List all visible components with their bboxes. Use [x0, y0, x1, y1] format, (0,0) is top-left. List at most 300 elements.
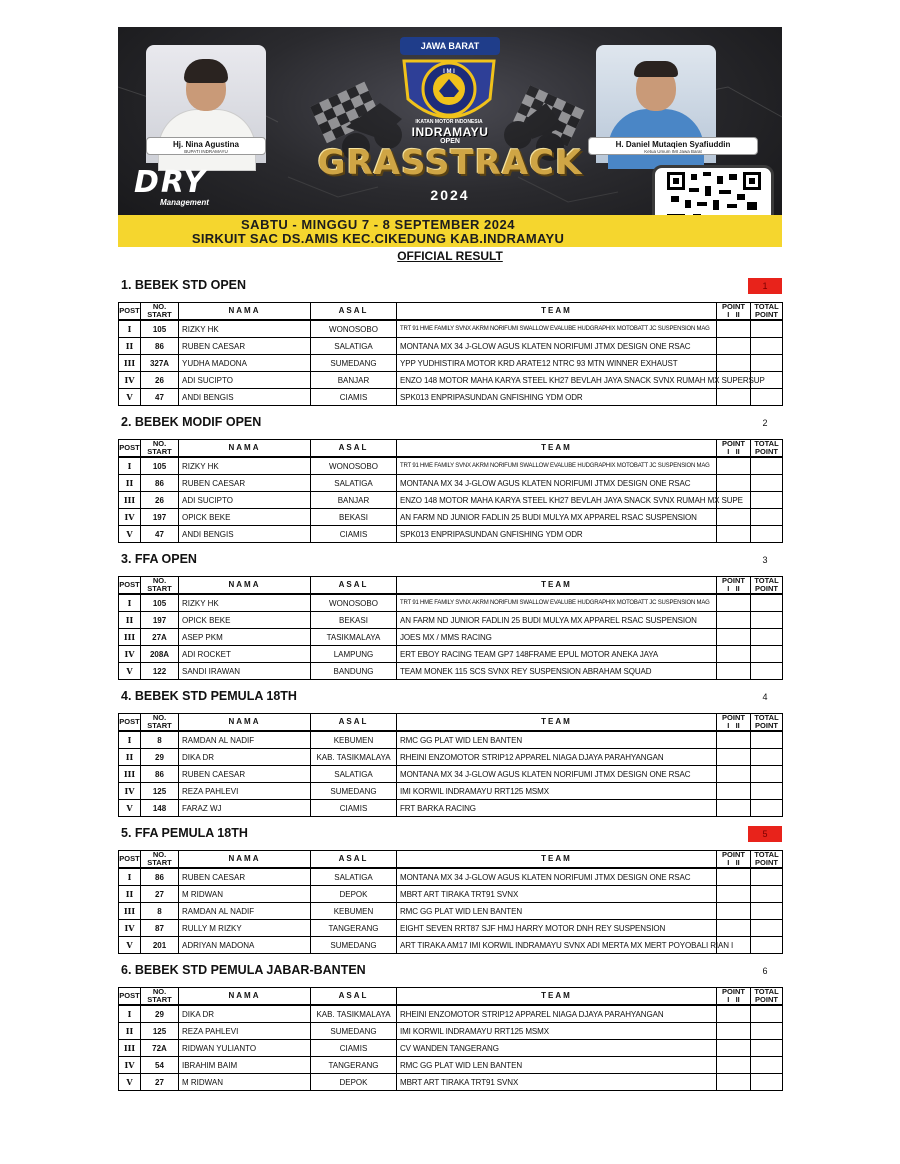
header-no-start: NO. START: [141, 714, 179, 732]
start-number-cell: 29: [141, 1005, 179, 1023]
event-main-title: GRASSTRACK: [317, 143, 583, 183]
team-cell: RMC GG PLAT WID LEN BANTEN: [397, 1057, 717, 1074]
table-row: [119, 800, 783, 817]
start-number-cell: 197: [141, 509, 179, 526]
point-cell: [717, 1005, 751, 1023]
dry-management-label: Management: [160, 198, 209, 207]
point-cell: [717, 663, 751, 680]
start-number-cell: 327A: [141, 355, 179, 372]
header-post: POST: [119, 988, 141, 1006]
team-cell: SPK013 ENPRIPASUNDAN GNFISHING YDM ODR: [397, 526, 717, 543]
origin-cell: KAB. TASIKMALAYA: [311, 749, 397, 766]
point-cell: [717, 320, 751, 338]
rider-name-cell: ASEP PKM: [179, 629, 311, 646]
section-title: 5. FFA PEMULA 18TH: [121, 826, 248, 840]
section-number: 3: [762, 555, 768, 565]
emblem-letters: I M I: [443, 69, 455, 75]
origin-cell: SUMEDANG: [311, 1023, 397, 1040]
position-cell: V: [119, 526, 141, 543]
table-row: [119, 1074, 783, 1091]
origin-cell: DEPOK: [311, 1074, 397, 1091]
point-cell: [717, 475, 751, 492]
regent-title: BUPATI INDRAMAYU: [184, 149, 228, 154]
total-point-cell: [751, 1005, 783, 1023]
table-row: [119, 749, 783, 766]
rider-name-cell: RIZKY HK: [179, 594, 311, 612]
header-post: POST: [119, 303, 141, 321]
origin-cell: CIAMIS: [311, 1040, 397, 1057]
team-cell: MONTANA MX 34 J-GLOW AGUS KLATEN NORIFUMI JTMX DESIGN ONE RSAC: [397, 475, 717, 492]
event-venue: SIRKUIT SAC DS.AMIS KEC.CIKEDUNG KAB.INDRAMAYU: [191, 231, 565, 246]
header-nama: NAMA: [179, 851, 311, 869]
origin-cell: KEBUMEN: [311, 731, 397, 749]
table-row: [119, 594, 783, 612]
rider-name-cell: M RIDWAN: [179, 886, 311, 903]
rider-name-cell: YUDHA MADONA: [179, 355, 311, 372]
team-cell: RHEINI ENZOMOTOR STRIP12 APPAREL NIAGA DJAYA PARAHYANGAN: [397, 1005, 717, 1023]
total-point-cell: [751, 903, 783, 920]
section-number: 2: [762, 418, 768, 428]
table-row: [119, 389, 783, 406]
point-cell: [717, 868, 751, 886]
header-nama: NAMA: [179, 440, 311, 458]
rider-name-cell: RIZKY HK: [179, 320, 311, 338]
header-team: TEAM: [397, 440, 717, 458]
table-header-row: [119, 440, 783, 458]
table-row: [119, 766, 783, 783]
emblem-region-label: JAWA BARAT: [400, 37, 500, 55]
origin-cell: SUMEDANG: [311, 937, 397, 954]
results-table: [118, 302, 783, 406]
position-cell: II: [119, 886, 141, 903]
header-post: POST: [119, 440, 141, 458]
origin-cell: BEKASI: [311, 612, 397, 629]
team-cell: AN FARM ND JUNIOR FADLIN 25 BUDI MULYA MX APPAREL RSAC SUSPENSION: [397, 612, 717, 629]
table-row: [119, 320, 783, 338]
table-row: [119, 355, 783, 372]
rider-name-cell: REZA PAHLEVI: [179, 1023, 311, 1040]
table-row: [119, 475, 783, 492]
start-number-cell: 26: [141, 492, 179, 509]
origin-cell: BEKASI: [311, 509, 397, 526]
start-number-cell: 125: [141, 1023, 179, 1040]
header-post: POST: [119, 714, 141, 732]
point-cell: [717, 1040, 751, 1057]
total-point-cell: [751, 731, 783, 749]
header-total-point: TOTAL POINT: [751, 851, 783, 869]
origin-cell: SALATIGA: [311, 868, 397, 886]
position-cell: III: [119, 766, 141, 783]
table-row: [119, 457, 783, 475]
header-point: POINT I II: [717, 851, 751, 869]
header-team: TEAM: [397, 988, 717, 1006]
table-row: [119, 509, 783, 526]
position-cell: II: [119, 338, 141, 355]
origin-cell: KEBUMEN: [311, 903, 397, 920]
start-number-cell: 54: [141, 1057, 179, 1074]
position-cell: III: [119, 629, 141, 646]
table-row: [119, 903, 783, 920]
rider-name-cell: ADRIYAN MADONA: [179, 937, 311, 954]
team-cell: EIGHT SEVEN RRT87 SJF HMJ HARRY MOTOR DNH REY SUSPENSION: [397, 920, 717, 937]
start-number-cell: 86: [141, 338, 179, 355]
position-cell: V: [119, 937, 141, 954]
header-post: POST: [119, 577, 141, 595]
total-point-cell: [751, 338, 783, 355]
header-no-start: NO. START: [141, 577, 179, 595]
total-point-cell: [751, 646, 783, 663]
total-point-cell: [751, 1023, 783, 1040]
section-title: 3. FFA OPEN: [121, 552, 197, 566]
team-cell: CV WANDEN TANGERANG: [397, 1040, 717, 1057]
start-number-cell: 27: [141, 886, 179, 903]
header-team: TEAM: [397, 577, 717, 595]
regent-name-plate: [146, 137, 266, 155]
point-cell: [717, 749, 751, 766]
start-number-cell: 86: [141, 475, 179, 492]
position-cell: II: [119, 749, 141, 766]
position-cell: IV: [119, 372, 141, 389]
header-nama: NAMA: [179, 577, 311, 595]
start-number-cell: 125: [141, 783, 179, 800]
point-cell: [717, 338, 751, 355]
section-title: 6. BEBEK STD PEMULA JABAR-BANTEN: [121, 963, 366, 977]
header-asal: ASAL: [311, 714, 397, 732]
table-row: [119, 920, 783, 937]
origin-cell: BANDUNG: [311, 663, 397, 680]
point-cell: [717, 526, 751, 543]
team-cell: TRT 91 HME FAMILY SVNX AKRM NORIFUMI SWALLOW EVALUBE HUDGRAPHIX MOTOBATT JC SUSPENSION MAG: [397, 594, 717, 612]
rider-name-cell: DIKA DR: [179, 1005, 311, 1023]
table-header-row: [119, 988, 783, 1006]
total-point-cell: [751, 492, 783, 509]
header-team: TEAM: [397, 303, 717, 321]
table-row: [119, 646, 783, 663]
position-cell: II: [119, 475, 141, 492]
team-cell: MONTANA MX 34 J-GLOW AGUS KLATEN NORIFUMI JTMX DESIGN ONE RSAC: [397, 338, 717, 355]
position-cell: I: [119, 320, 141, 338]
table-row: [119, 1005, 783, 1023]
rider-name-cell: RIDWAN YULIANTO: [179, 1040, 311, 1057]
origin-cell: WONOSOBO: [311, 594, 397, 612]
rider-name-cell: RUBEN CAESAR: [179, 338, 311, 355]
team-cell: TEAM MONEK 115 SCS SVNX REY SUSPENSION ABRAHAM SQUAD: [397, 663, 717, 680]
point-cell: [717, 646, 751, 663]
point-cell: [717, 457, 751, 475]
header-total-point: TOTAL POINT: [751, 440, 783, 458]
rider-name-cell: OPICK BEKE: [179, 612, 311, 629]
total-point-cell: [751, 663, 783, 680]
rider-name-cell: RIZKY HK: [179, 457, 311, 475]
total-point-cell: [751, 920, 783, 937]
start-number-cell: 86: [141, 766, 179, 783]
team-cell: MBRT ART TIRAKA TRT91 SVNX: [397, 886, 717, 903]
total-point-cell: [751, 1040, 783, 1057]
start-number-cell: 197: [141, 612, 179, 629]
total-point-cell: [751, 509, 783, 526]
header-point: POINT I II: [717, 440, 751, 458]
origin-cell: CIAMIS: [311, 389, 397, 406]
header-point: POINT I II: [717, 303, 751, 321]
total-point-cell: [751, 1057, 783, 1074]
header-total-point: TOTAL POINT: [751, 988, 783, 1006]
header-no-start: NO. START: [141, 988, 179, 1006]
team-cell: RMC GG PLAT WID LEN BANTEN: [397, 903, 717, 920]
origin-cell: WONOSOBO: [311, 457, 397, 475]
team-cell: MONTANA MX 34 J-GLOW AGUS KLATEN NORIFUMI JTMX DESIGN ONE RSAC: [397, 868, 717, 886]
total-point-cell: [751, 612, 783, 629]
start-number-cell: 47: [141, 526, 179, 543]
total-point-cell: [751, 868, 783, 886]
header-asal: ASAL: [311, 440, 397, 458]
rider-name-cell: DIKA DR: [179, 749, 311, 766]
section-title: 2. BEBEK MODIF OPEN: [121, 415, 262, 429]
start-number-cell: 122: [141, 663, 179, 680]
chairman-name: H. Daniel Mutaqien Syafiuddin: [615, 140, 731, 149]
section-number: 6: [762, 966, 768, 976]
header-total-point: TOTAL POINT: [751, 303, 783, 321]
header-team: TEAM: [397, 714, 717, 732]
rider-name-cell: ADI SUCIPTO: [179, 492, 311, 509]
total-point-cell: [751, 749, 783, 766]
origin-cell: KAB. TASIKMALAYA: [311, 1005, 397, 1023]
total-point-cell: [751, 783, 783, 800]
start-number-cell: 105: [141, 457, 179, 475]
point-cell: [717, 731, 751, 749]
position-cell: V: [119, 389, 141, 406]
position-cell: III: [119, 492, 141, 509]
table-header-row: [119, 851, 783, 869]
results-table: [118, 987, 783, 1091]
event-year: 2024: [430, 187, 470, 203]
position-cell: V: [119, 800, 141, 817]
total-point-cell: [751, 389, 783, 406]
origin-cell: DEPOK: [311, 886, 397, 903]
table-row: [119, 663, 783, 680]
rider-name-cell: RAMDAN AL NADIF: [179, 731, 311, 749]
start-number-cell: 47: [141, 389, 179, 406]
point-cell: [717, 903, 751, 920]
section-title: 1. BEBEK STD OPEN: [121, 278, 247, 292]
point-cell: [717, 509, 751, 526]
team-cell: IMI KORWIL INDRAMAYU RRT125 MSMX: [397, 783, 717, 800]
table-row: [119, 372, 783, 389]
point-cell: [717, 1074, 751, 1091]
total-point-cell: [751, 355, 783, 372]
start-number-cell: 86: [141, 868, 179, 886]
chairman-title: Ketua Umum IMI Jawa Barat: [644, 149, 702, 154]
total-point-cell: [751, 1074, 783, 1091]
origin-cell: LAMPUNG: [311, 646, 397, 663]
origin-cell: BANJAR: [311, 372, 397, 389]
section-number: 1: [748, 278, 782, 294]
position-cell: IV: [119, 509, 141, 526]
team-cell: IMI KORWIL INDRAMAYU RRT125 MSMX: [397, 1023, 717, 1040]
point-cell: [717, 629, 751, 646]
point-cell: [717, 594, 751, 612]
table-row: [119, 526, 783, 543]
position-cell: V: [119, 663, 141, 680]
header-total-point: TOTAL POINT: [751, 714, 783, 732]
rider-name-cell: ADI ROCKET: [179, 646, 311, 663]
total-point-cell: [751, 766, 783, 783]
position-cell: I: [119, 594, 141, 612]
header-total-point: TOTAL POINT: [751, 577, 783, 595]
team-cell: RHEINI ENZOMOTOR STRIP12 APPAREL NIAGA DJAYA PARAHYANGAN: [397, 749, 717, 766]
rider-name-cell: RUBEN CAESAR: [179, 868, 311, 886]
table-row: [119, 783, 783, 800]
header-point: POINT I II: [717, 988, 751, 1006]
table-row: [119, 492, 783, 509]
header-nama: NAMA: [179, 714, 311, 732]
position-cell: IV: [119, 1057, 141, 1074]
rider-name-cell: RUBEN CAESAR: [179, 766, 311, 783]
regent-name: Hj. Nina Agustina: [173, 140, 239, 149]
total-point-cell: [751, 320, 783, 338]
results-table: [118, 713, 783, 817]
total-point-cell: [751, 800, 783, 817]
start-number-cell: 105: [141, 320, 179, 338]
start-number-cell: 87: [141, 920, 179, 937]
rider-name-cell: SANDI IRAWAN: [179, 663, 311, 680]
point-cell: [717, 612, 751, 629]
table-header-row: [119, 714, 783, 732]
point-cell: [717, 766, 751, 783]
team-cell: YPP YUDHISTIRA MOTOR KRD ARATE12 NTRC 93 MTN WINNER EXHAUST: [397, 355, 717, 372]
results-table: [118, 576, 783, 680]
rider-name-cell: ANDI BENGIS: [179, 389, 311, 406]
point-cell: [717, 886, 751, 903]
header-no-start: NO. START: [141, 303, 179, 321]
header-asal: ASAL: [311, 851, 397, 869]
start-number-cell: 8: [141, 903, 179, 920]
position-cell: IV: [119, 783, 141, 800]
point-cell: [717, 355, 751, 372]
team-cell: TRT 91 HME FAMILY SVNX AKRM NORIFUMI SWALLOW EVALUBE HUDGRAPHIX MOTOBATT JC SUSPENSION MAG: [397, 320, 717, 338]
team-cell: JOES MX / MMS RACING: [397, 629, 717, 646]
origin-cell: SUMEDANG: [311, 783, 397, 800]
origin-cell: CIAMIS: [311, 800, 397, 817]
total-point-cell: [751, 457, 783, 475]
total-point-cell: [751, 475, 783, 492]
header-team: TEAM: [397, 851, 717, 869]
position-cell: I: [119, 868, 141, 886]
header-asal: ASAL: [311, 988, 397, 1006]
start-number-cell: 8: [141, 731, 179, 749]
table-row: [119, 629, 783, 646]
rider-name-cell: IBRAHIM BAIM: [179, 1057, 311, 1074]
position-cell: III: [119, 1040, 141, 1057]
table-row: [119, 338, 783, 355]
chairman-name-plate: [588, 137, 758, 155]
position-cell: V: [119, 1074, 141, 1091]
team-cell: FRT BARKA RACING: [397, 800, 717, 817]
imi-emblem-logo: [394, 39, 504, 135]
origin-cell: TANGERANG: [311, 920, 397, 937]
rider-name-cell: ADI SUCIPTO: [179, 372, 311, 389]
rider-name-cell: M RIDWAN: [179, 1074, 311, 1091]
rider-name-cell: ANDI BENGIS: [179, 526, 311, 543]
origin-cell: BANJAR: [311, 492, 397, 509]
origin-cell: WONOSOBO: [311, 320, 397, 338]
start-number-cell: 208A: [141, 646, 179, 663]
point-cell: [717, 389, 751, 406]
team-cell: ENZO 148 MOTOR MAHA KARYA STEEL KH27 BEVLAH JAYA SNACK SVNX RUMAH MX SUPERSUP: [397, 372, 717, 389]
total-point-cell: [751, 886, 783, 903]
event-date: SABTU - MINGGU 7 - 8 SEPTEMBER 2024: [241, 217, 515, 232]
table-header-row: [119, 577, 783, 595]
start-number-cell: 26: [141, 372, 179, 389]
position-cell: III: [119, 903, 141, 920]
team-cell: ART TIRAKA AM17 IMI KORWIL INDRAMAYU SVNX ADI MERTA MX MERT POYOBALI RIAN I: [397, 937, 717, 954]
results-table: [118, 439, 783, 543]
team-cell: MBRT ART TIRAKA TRT91 SVNX: [397, 1074, 717, 1091]
table-header-row: [119, 303, 783, 321]
header-nama: NAMA: [179, 988, 311, 1006]
team-cell: SPK013 ENPRIPASUNDAN GNFISHING YDM ODR: [397, 389, 717, 406]
position-cell: IV: [119, 920, 141, 937]
total-point-cell: [751, 594, 783, 612]
table-row: [119, 1023, 783, 1040]
table-row: [119, 1040, 783, 1057]
header-point: POINT I II: [717, 577, 751, 595]
section-number: 4: [762, 692, 768, 702]
start-number-cell: 27A: [141, 629, 179, 646]
dry-management-logo: DRY: [134, 165, 207, 200]
origin-cell: SALATIGA: [311, 338, 397, 355]
team-cell: AN FARM ND JUNIOR FADLIN 25 BUDI MULYA MX APPAREL RSAC SUSPENSION: [397, 509, 717, 526]
rider-name-cell: RUBEN CAESAR: [179, 475, 311, 492]
total-point-cell: [751, 937, 783, 954]
header-asal: ASAL: [311, 577, 397, 595]
team-cell: ENZO 148 MOTOR MAHA KARYA STEEL KH27 BEVLAH JAYA SNACK SVNX RUMAH MX SUPE: [397, 492, 717, 509]
origin-cell: SUMEDANG: [311, 355, 397, 372]
results-table: [118, 850, 783, 954]
team-cell: ERT EBOY RACING TEAM GP7 148FRAME EPUL MOTOR ANEKA JAYA: [397, 646, 717, 663]
table-row: [119, 886, 783, 903]
rider-name-cell: REZA PAHLEVI: [179, 783, 311, 800]
header-post: POST: [119, 851, 141, 869]
position-cell: IV: [119, 646, 141, 663]
team-cell: MONTANA MX 34 J-GLOW AGUS KLATEN NORIFUMI JTMX DESIGN ONE RSAC: [397, 766, 717, 783]
start-number-cell: 105: [141, 594, 179, 612]
origin-cell: TANGERANG: [311, 1057, 397, 1074]
origin-cell: SALATIGA: [311, 475, 397, 492]
section-title: 4. BEBEK STD PEMULA 18TH: [121, 689, 297, 703]
start-number-cell: 201: [141, 937, 179, 954]
point-cell: [717, 1057, 751, 1074]
start-number-cell: 148: [141, 800, 179, 817]
point-cell: [717, 920, 751, 937]
table-row: [119, 612, 783, 629]
origin-cell: TASIKMALAYA: [311, 629, 397, 646]
start-number-cell: 27: [141, 1074, 179, 1091]
start-number-cell: 72A: [141, 1040, 179, 1057]
header-no-start: NO. START: [141, 851, 179, 869]
section-number: 5: [748, 826, 782, 842]
table-row: [119, 937, 783, 954]
header-point: POINT I II: [717, 714, 751, 732]
table-row: [119, 1057, 783, 1074]
event-city-title: INDRAMAYU: [411, 125, 489, 139]
event-banner: [118, 27, 782, 247]
emblem-ring-text: IKATAN MOTOR INDONESIA: [415, 119, 483, 125]
position-cell: II: [119, 612, 141, 629]
team-cell: RMC GG PLAT WID LEN BANTEN: [397, 731, 717, 749]
team-cell: TRT 91 HME FAMILY SVNX AKRM NORIFUMI SWALLOW EVALUBE HUDGRAPHIX MOTOBATT JC SUSPENSION MAG: [397, 457, 717, 475]
position-cell: II: [119, 1023, 141, 1040]
header-asal: ASAL: [311, 303, 397, 321]
